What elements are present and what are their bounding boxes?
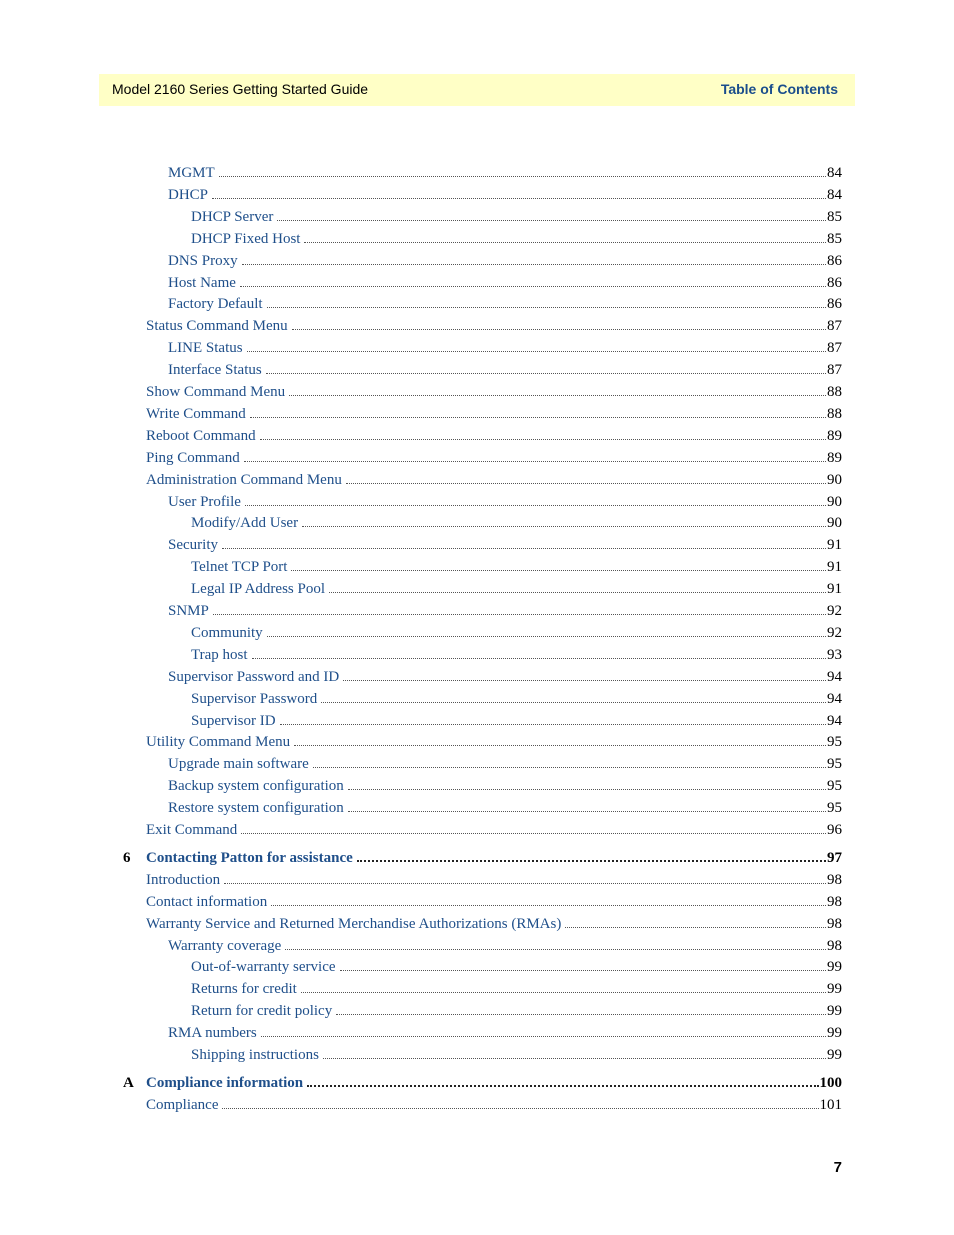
dot-leader xyxy=(302,526,826,527)
toc-entry-page-number: 87 xyxy=(827,340,842,357)
toc-entry-title[interactable]: Contacting Patton for assistance xyxy=(146,849,353,866)
toc-entry-page-number: 98 xyxy=(827,893,842,910)
toc-chapter-number: 6 xyxy=(123,849,131,866)
toc-entry[interactable] xyxy=(0,1045,954,1065)
toc-entry-page-number: 101 xyxy=(819,1096,842,1113)
toc-entry-title[interactable]: Community xyxy=(191,624,263,641)
toc-entry-page-number: 86 xyxy=(827,296,842,313)
toc-entry[interactable] xyxy=(0,426,954,446)
toc-entry-title[interactable]: MGMT xyxy=(168,165,215,181)
toc-entry-page-number: 95 xyxy=(827,800,842,817)
toc-entry-title[interactable]: Return for credit policy xyxy=(191,1003,333,1020)
toc-entry[interactable] xyxy=(0,1095,954,1115)
toc-entry[interactable] xyxy=(0,229,954,249)
toc-entry-title[interactable]: Introduction xyxy=(146,871,221,888)
toc-entry-title[interactable]: Trap host xyxy=(191,646,248,663)
dot-leader xyxy=(222,548,826,549)
toc-entry-title[interactable]: DHCP Server xyxy=(191,208,274,225)
dot-leader xyxy=(244,461,826,462)
toc-entry-title[interactable]: Security xyxy=(168,537,218,554)
dot-leader xyxy=(348,811,826,812)
toc-entry-page-number: 94 xyxy=(827,712,842,729)
toc-entry-title[interactable]: Supervisor ID xyxy=(191,712,276,729)
toc-entry[interactable] xyxy=(0,711,954,731)
dot-leader xyxy=(261,1036,826,1037)
toc-entry[interactable] xyxy=(0,470,954,490)
toc-entry[interactable] xyxy=(0,892,954,912)
toc-entry-page-number: 86 xyxy=(827,274,842,291)
toc-entry-title[interactable]: Warranty Service and Returned Merchandise Authorizations (RMAs) xyxy=(146,915,562,932)
dot-leader xyxy=(267,636,826,637)
toc-entry[interactable] xyxy=(0,513,954,533)
toc-entry-page-number: 98 xyxy=(827,915,842,932)
toc-entry[interactable] xyxy=(0,798,954,818)
toc-entry-page-number: 99 xyxy=(827,1025,842,1042)
toc-entry[interactable] xyxy=(0,936,954,956)
toc-entry-page-number: 89 xyxy=(827,427,842,444)
toc-entry-title[interactable]: Interface Status xyxy=(168,362,262,379)
toc-entry[interactable] xyxy=(0,163,954,183)
toc-entry-page-number: 92 xyxy=(827,624,842,641)
dot-leader xyxy=(222,1108,818,1109)
toc-entry[interactable] xyxy=(0,601,954,621)
toc-entry-page-number: 90 xyxy=(827,515,842,532)
toc-entry-page-number: 86 xyxy=(827,252,842,269)
toc-entry-page-number: 91 xyxy=(827,581,842,598)
dot-leader xyxy=(307,1085,818,1087)
dot-leader xyxy=(329,592,826,593)
toc-entry[interactable] xyxy=(0,667,954,687)
toc-entry-page-number: 85 xyxy=(827,230,842,247)
toc-entry-title[interactable]: Status Command Menu xyxy=(146,318,288,335)
toc-entry-page-number: 95 xyxy=(827,734,842,751)
toc-entry[interactable] xyxy=(0,557,954,577)
toc-entry[interactable] xyxy=(0,185,954,205)
toc-entry[interactable] xyxy=(0,776,954,796)
toc-entry[interactable] xyxy=(0,273,954,293)
toc-entry-page-number: 90 xyxy=(827,493,842,510)
toc-entry-title[interactable]: Compliance xyxy=(146,1096,219,1113)
toc-entry-title[interactable]: Exit Command xyxy=(146,822,238,838)
dot-leader xyxy=(291,570,826,571)
toc-entry-title[interactable]: Reboot Command xyxy=(146,427,256,444)
toc-entry[interactable] xyxy=(0,316,954,336)
toc-entry-title[interactable]: Supervisor Password and ID xyxy=(168,668,340,685)
dot-leader xyxy=(313,767,826,768)
dot-leader xyxy=(250,417,826,418)
dot-leader xyxy=(294,745,826,746)
dot-leader xyxy=(245,505,826,506)
dot-leader xyxy=(219,176,826,177)
toc-entry-page-number: 98 xyxy=(827,937,842,954)
dot-leader xyxy=(247,351,826,352)
document-title: Model 2160 Series Getting Started Guide xyxy=(112,81,369,97)
dot-leader xyxy=(340,970,826,971)
dot-leader xyxy=(280,724,826,725)
toc-entry-page-number: 100 xyxy=(819,1074,842,1091)
toc-entry-page-number: 99 xyxy=(827,1003,842,1020)
dot-leader xyxy=(304,242,826,243)
dot-leader xyxy=(343,680,826,681)
dot-leader xyxy=(301,992,826,993)
toc-entry-page-number: 93 xyxy=(827,646,842,663)
toc-entry-title[interactable]: DNS Proxy xyxy=(168,252,238,269)
toc-entry-title[interactable]: RMA numbers xyxy=(168,1025,257,1042)
toc-entry-page-number: 98 xyxy=(827,871,842,888)
toc-entry-title[interactable]: Telnet TCP Port xyxy=(191,559,288,576)
toc-entry[interactable] xyxy=(0,404,954,424)
toc-entry-title[interactable]: Administration Command Menu xyxy=(146,471,342,488)
toc-entry[interactable] xyxy=(0,979,954,999)
dot-leader xyxy=(212,198,826,199)
page-number: 7 xyxy=(833,1159,842,1176)
dot-leader xyxy=(346,483,826,484)
dot-leader xyxy=(323,1058,826,1059)
toc-entry-title[interactable]: Modify/Add User xyxy=(191,515,299,532)
dot-leader xyxy=(277,220,826,221)
dot-leader xyxy=(240,286,826,287)
dot-leader xyxy=(336,1014,826,1015)
toc-entry-page-number: 95 xyxy=(827,778,842,795)
toc-entry[interactable] xyxy=(0,207,954,227)
toc-entry[interactable] xyxy=(0,382,954,402)
toc-entry-page-number: 88 xyxy=(827,405,842,422)
toc-entry-title[interactable]: Legal IP Address Pool xyxy=(191,581,326,598)
toc-entry-title[interactable]: Utility Command Menu xyxy=(146,734,291,751)
toc-entry-title[interactable]: Show Command Menu xyxy=(146,384,286,400)
toc-entry-page-number: 97 xyxy=(827,849,842,866)
toc-chapter-entry[interactable] xyxy=(0,1073,954,1093)
toc-entry[interactable] xyxy=(0,448,954,468)
toc-entry[interactable] xyxy=(0,870,954,890)
toc-chapter-number: A xyxy=(123,1074,134,1091)
toc-entry[interactable] xyxy=(0,645,954,665)
toc-entry-title[interactable]: Compliance information xyxy=(146,1074,304,1091)
toc-entry[interactable] xyxy=(0,754,954,774)
toc-entry-title[interactable]: SNMP xyxy=(168,603,209,619)
dot-leader xyxy=(252,658,826,659)
toc-entry-title[interactable]: DHCP Fixed Host xyxy=(191,230,301,247)
toc-entry-title[interactable]: Host Name xyxy=(168,274,236,291)
dot-leader xyxy=(565,927,826,928)
toc-entry-title[interactable]: Supervisor Password xyxy=(191,690,318,707)
toc-entry[interactable] xyxy=(0,1023,954,1043)
toc-chapter-entry[interactable] xyxy=(0,848,954,868)
toc-entry-page-number: 99 xyxy=(827,981,842,998)
toc-entry-title[interactable]: Shipping instructions xyxy=(191,1047,319,1063)
toc-entry-page-number: 91 xyxy=(827,537,842,554)
toc-entry-title[interactable]: Warranty coverage xyxy=(168,937,282,954)
toc-entry-title[interactable]: Returns for credit xyxy=(191,981,297,998)
dot-leader xyxy=(321,702,826,703)
toc-entry-title[interactable]: Write Command xyxy=(146,405,246,422)
toc-entry-page-number: 85 xyxy=(827,208,842,225)
dot-leader xyxy=(271,905,826,906)
toc-entry-title[interactable]: Ping Command xyxy=(146,449,240,466)
toc-entry[interactable] xyxy=(0,623,954,643)
toc-entry[interactable] xyxy=(0,492,954,512)
dot-leader xyxy=(224,883,826,884)
toc-entry[interactable] xyxy=(0,957,954,977)
dot-leader xyxy=(267,307,826,308)
toc-entry[interactable] xyxy=(0,689,954,709)
toc-entry-page-number: 99 xyxy=(827,1047,842,1063)
toc-entry-page-number: 84 xyxy=(827,165,842,181)
toc-entry-title[interactable]: Factory Default xyxy=(168,296,263,313)
dot-leader xyxy=(213,614,826,615)
toc-entry[interactable] xyxy=(0,914,954,934)
dot-leader xyxy=(260,439,826,440)
toc-entry-title[interactable]: Out-of-warranty service xyxy=(191,959,336,976)
toc-entry-title[interactable]: Upgrade main software xyxy=(168,756,309,773)
toc-entry[interactable] xyxy=(0,535,954,555)
section-title: Table of Contents xyxy=(720,81,838,97)
dot-leader xyxy=(357,860,826,862)
dot-leader xyxy=(289,395,826,396)
toc-entry-page-number: 89 xyxy=(827,449,842,466)
toc-entry-page-number: 94 xyxy=(827,690,842,707)
toc-entry-page-number: 88 xyxy=(827,384,842,400)
toc-entry-page-number: 87 xyxy=(827,318,842,335)
toc-entry[interactable] xyxy=(0,338,954,358)
toc-entry-page-number: 96 xyxy=(827,822,842,838)
dot-leader xyxy=(285,949,826,950)
toc-entry-page-number: 92 xyxy=(827,603,842,619)
dot-leader xyxy=(266,373,826,374)
toc-entry-title[interactable]: DHCP xyxy=(168,186,209,203)
toc-entry-page-number: 84 xyxy=(827,186,842,203)
toc-entry[interactable] xyxy=(0,294,954,314)
dot-leader xyxy=(241,833,826,834)
toc-entry-page-number: 99 xyxy=(827,959,842,976)
dot-leader xyxy=(348,789,826,790)
dot-leader xyxy=(242,264,826,265)
toc-entry[interactable] xyxy=(0,732,954,752)
toc-entry[interactable] xyxy=(0,360,954,380)
dot-leader xyxy=(292,329,826,330)
toc-entry[interactable] xyxy=(0,579,954,599)
toc-entry-page-number: 91 xyxy=(827,559,842,576)
toc-entry-title[interactable]: Backup system configuration xyxy=(168,778,344,795)
toc-entry[interactable] xyxy=(0,251,954,271)
toc-entry-page-number: 94 xyxy=(827,668,842,685)
toc-entry-page-number: 95 xyxy=(827,756,842,773)
toc-entry-page-number: 87 xyxy=(827,362,842,379)
toc-entry-page-number: 90 xyxy=(827,471,842,488)
toc-entry-title[interactable]: Contact information xyxy=(146,893,268,910)
toc-entry-title[interactable]: User Profile xyxy=(168,493,241,510)
toc-entry[interactable] xyxy=(0,820,954,840)
toc-entry[interactable] xyxy=(0,1001,954,1021)
toc-entry-title[interactable]: Restore system configuration xyxy=(168,800,344,817)
toc-entry-title[interactable]: LINE Status xyxy=(168,340,243,357)
